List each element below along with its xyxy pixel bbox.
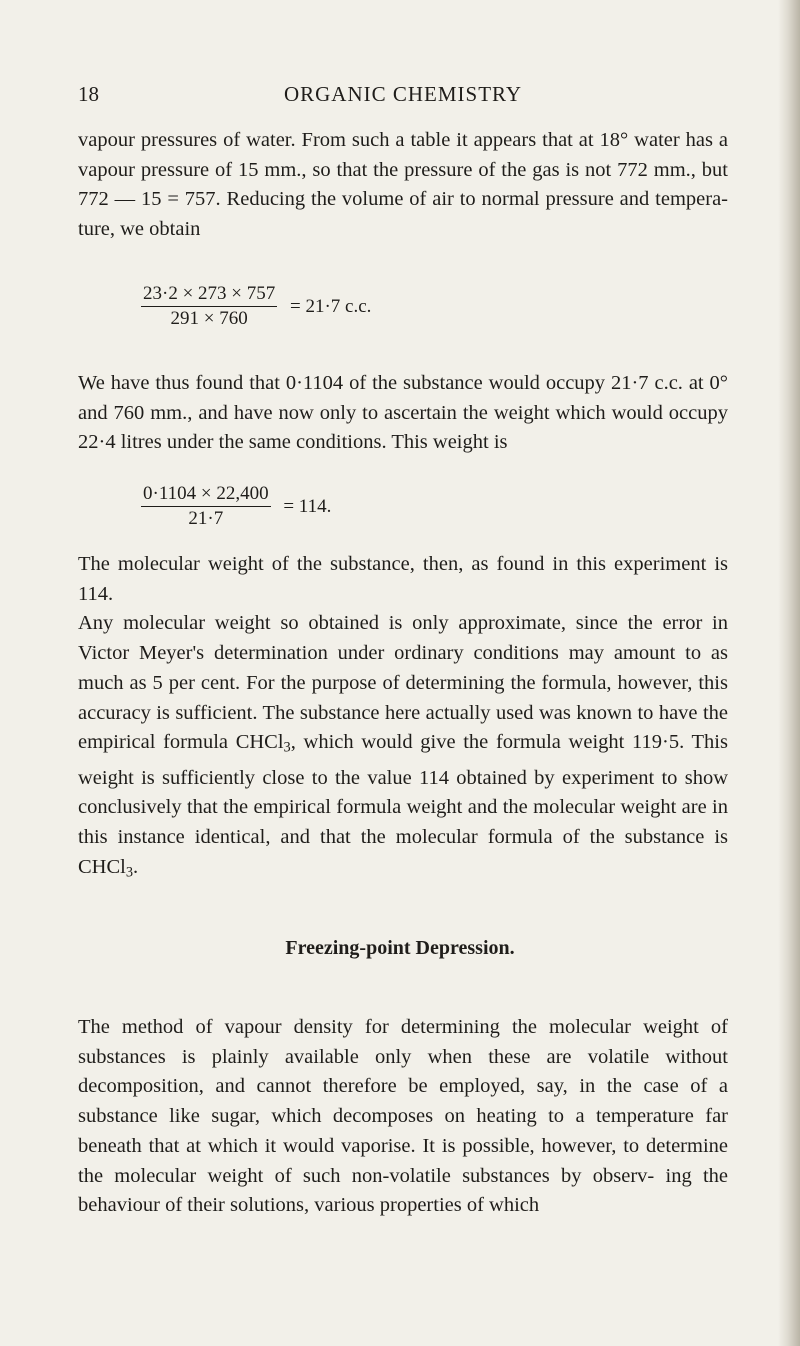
equation-2-numerator: 0·1104 × 22,400 xyxy=(141,483,271,507)
paragraphs-molecular-weight-discussion xyxy=(78,550,728,888)
equation-2-denominator: 21·7 xyxy=(188,508,224,529)
equation-1-result: = 21·7 c.c. xyxy=(290,295,372,317)
equation-1-fraction xyxy=(141,283,277,330)
paragraph-vapour-pressure xyxy=(78,126,728,245)
paragraph-5-text: The method of vapour density for determining the molecular weight of substances is plainly available only when these are volatile without decomposition, and cannot therefore be employed, say, in the case of a substance like sugar, which decomposes on heating to a temperature far beneath that at which it would vaporise. It is possible, however, to determine the molecular weight of such non-volatile substances by observ- ing the behaviour of their solutions, various properties of which xyxy=(78,1016,728,1217)
formula-subscript-first: 3 xyxy=(283,739,291,756)
formula-subscript-second: 3 xyxy=(125,864,134,881)
formula-chcl3-second: CHCl xyxy=(78,855,126,878)
equation-1-denominator: 291 × 760 xyxy=(170,308,248,329)
equation-molecular-weight xyxy=(141,483,331,530)
paragraph-weight-ascertain xyxy=(78,369,728,458)
paragraph-4-part-1: Any molecular weight so obtained is only approximate, since the error in Victor Meyer's determination under ordinary conditions may amount to as much as 5 per cent. For the purpose of determining the formula, however, this accuracy is sufficient. The substance here actually used was known to have the empirical formula xyxy=(78,612,728,754)
equation-1-numerator: 23·2 × 273 × 757 xyxy=(141,283,277,307)
page-header xyxy=(78,82,728,116)
equation-2-result: = 114. xyxy=(283,495,332,517)
paragraph-freezing-point xyxy=(78,1013,728,1221)
paragraph-2-text: We have thus found that 0·1104 of the substance would occupy 21·7 c.c. at 0° and 760 mm., and have now only to ascertain the weight which would occupy 22·4 litres under the same conditions. This weight is xyxy=(78,372,728,454)
paragraph-4-text xyxy=(78,609,728,887)
page-edge-shadow xyxy=(778,0,800,1346)
formula-chcl3-first: CHCl xyxy=(235,731,284,754)
paragraph-4-end: . xyxy=(133,855,139,878)
equation-2-fraction xyxy=(141,483,271,530)
page-number: 18 xyxy=(78,82,99,106)
section-heading: Freezing-point Depression. xyxy=(285,937,515,959)
running-head: ORGANIC CHEMISTRY xyxy=(283,82,523,106)
paragraph-3-text: The molecular weight of the substance, then, as found in this experiment is 114. xyxy=(78,553,728,605)
equation-volume-reduction xyxy=(141,283,371,330)
paragraph-1-text: vapour pressures of water. From such a table it appears that at 18° water has a vapour pressure of 15 mm., so that the pressure of the gas is not 772 mm., but 772 — 15 = 757. Reducing the volume of air to normal pressure and tempera- ture, we obtain xyxy=(78,129,728,241)
paragraph-4-part-2: , which would give the formula weight 119·5. This weight is sufficiently close to the value 114 obtained by experiment to show conclusively that the empirical formula weight and the molecular weight are in this instance identical, and that the molecular formula of the substance is xyxy=(78,731,728,848)
